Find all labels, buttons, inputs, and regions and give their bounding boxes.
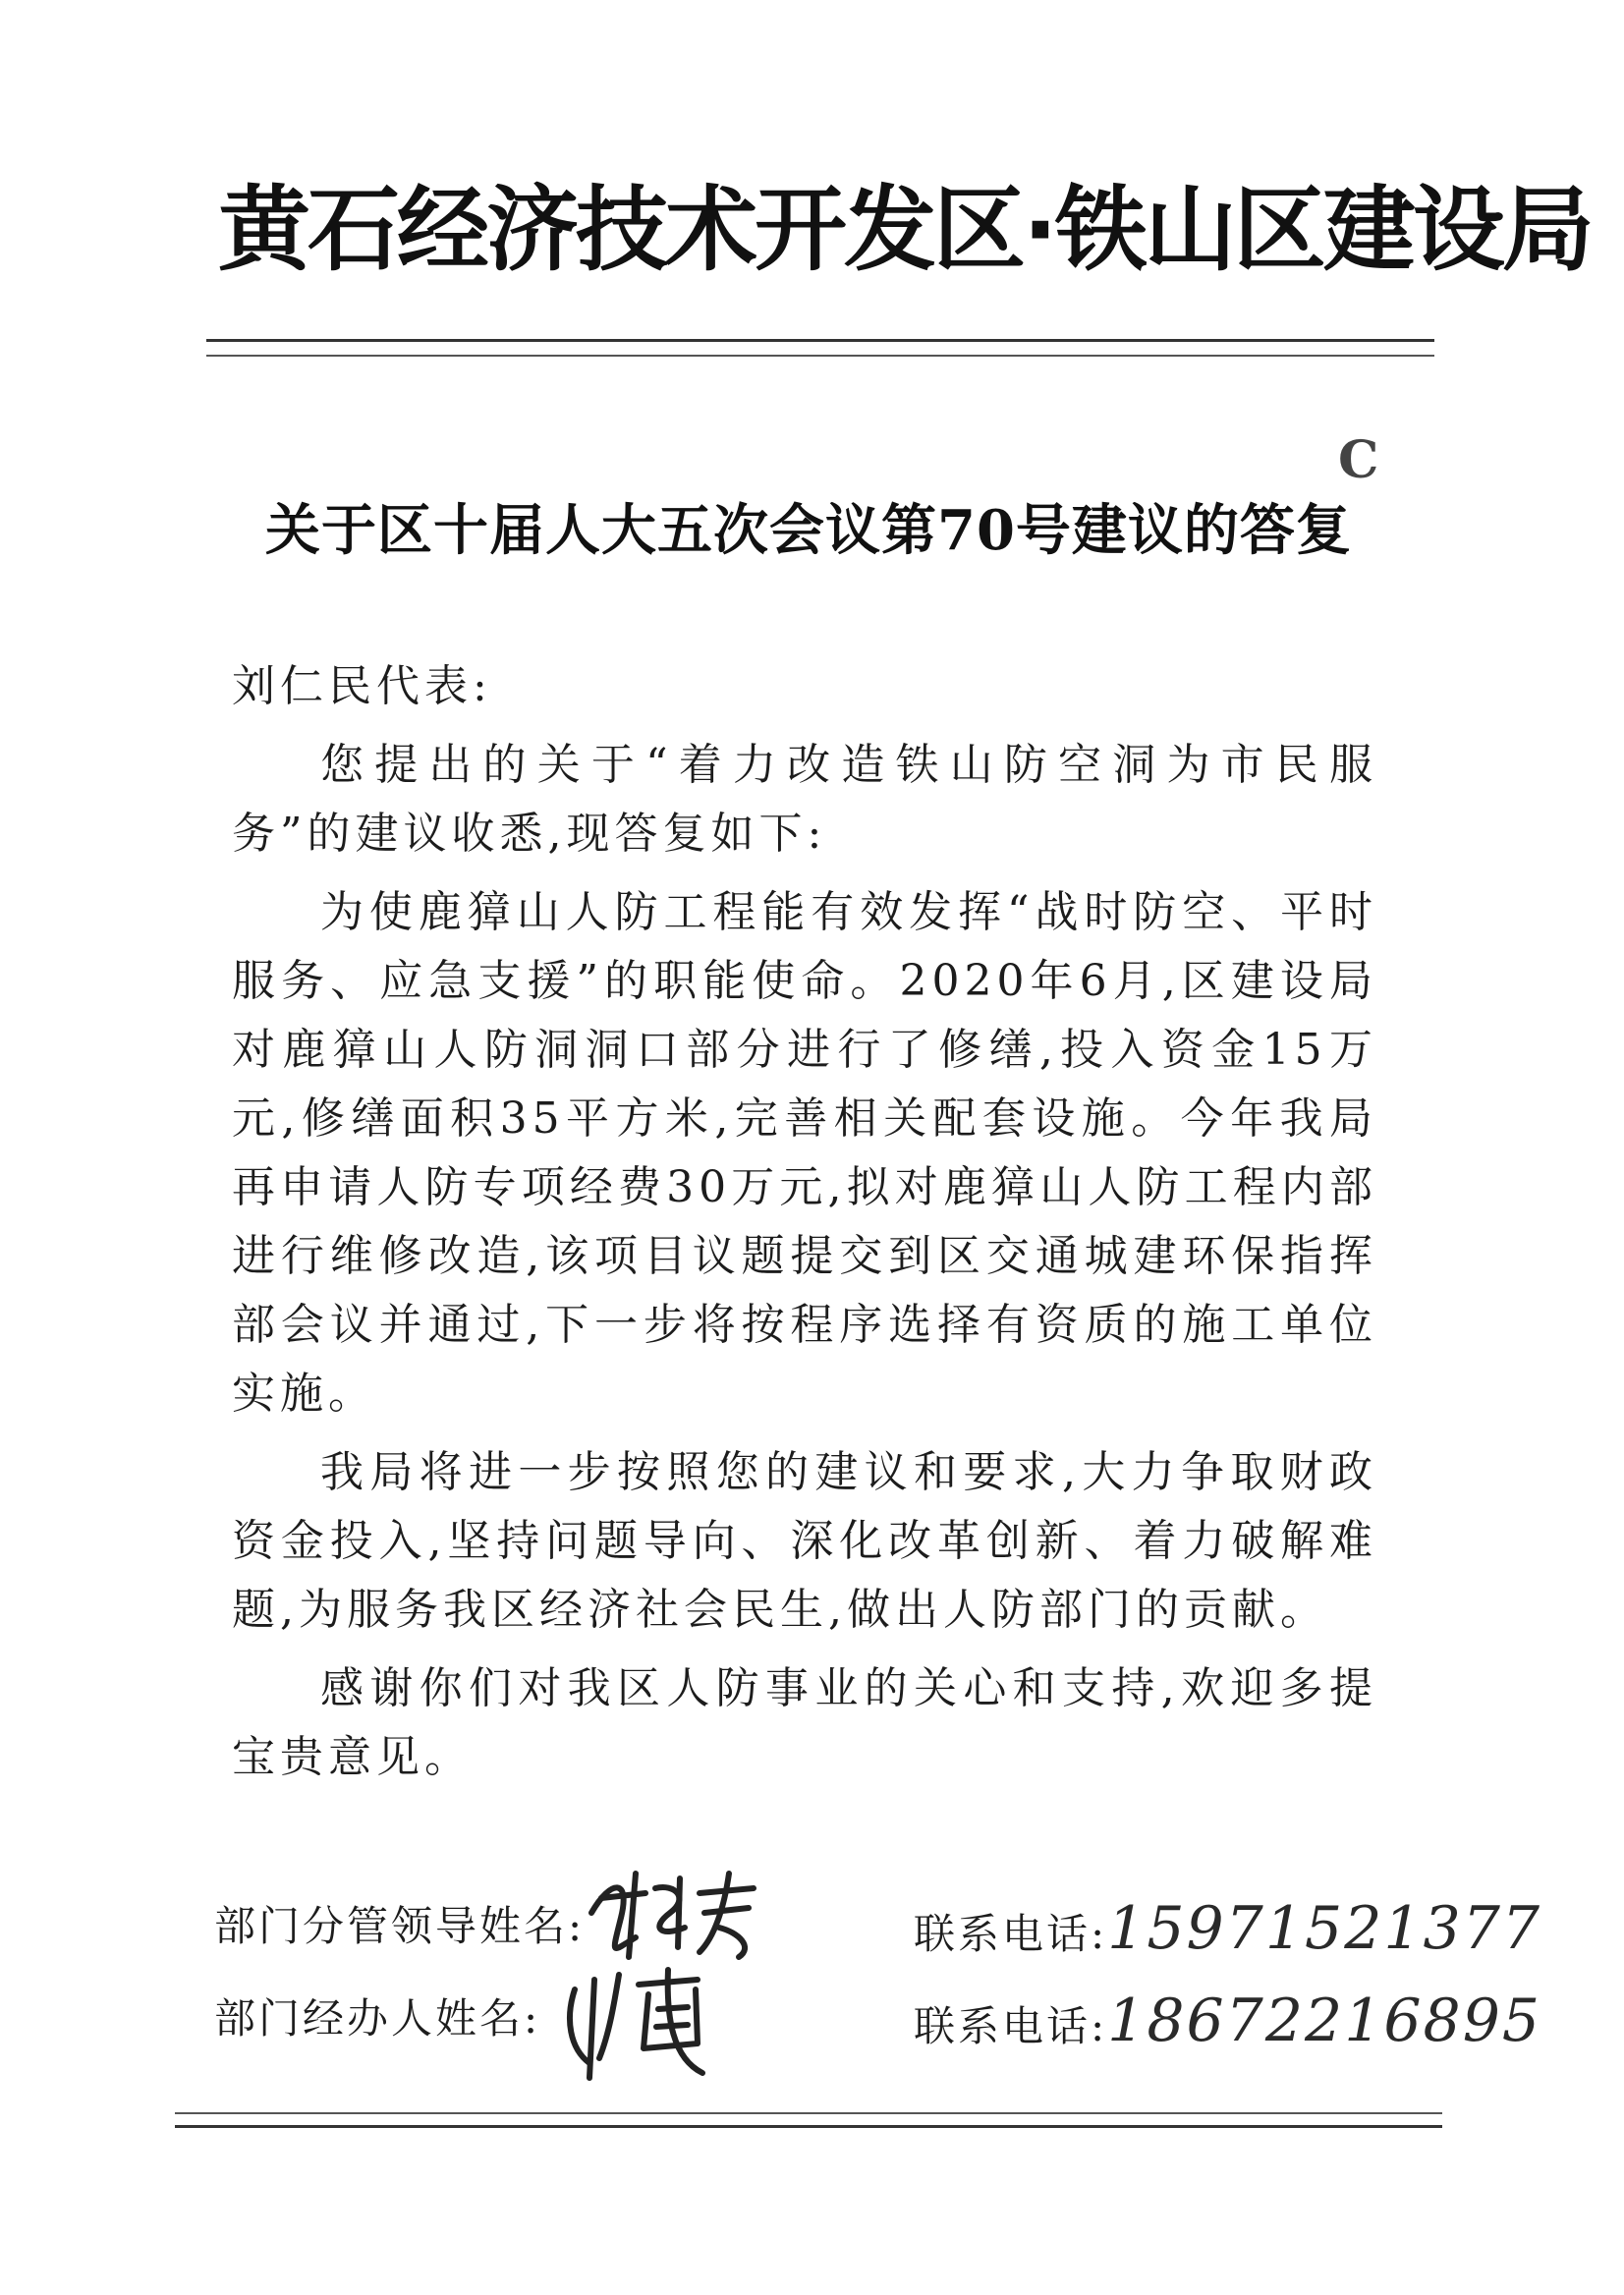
leader-phone-label: 联系电话: [914, 1910, 1108, 1958]
handler-name-label: 部门经办人姓名: [214, 1994, 541, 2043]
leader-name-label: 部门分管领导姓名: [214, 1902, 586, 1950]
leader-phone-value: 15971521377 [1107, 1894, 1542, 1963]
letterhead-rule-bottom [206, 355, 1434, 357]
letterhead-rule-top [206, 339, 1434, 342]
letterhead-title: 黄石经济技术开发区·铁山区建设局 [218, 177, 1592, 284]
leader-name-row [214, 1894, 585, 1953]
paragraph-1: 您提出的关于“着力改造铁山防空洞为市民服务”的建议收悉,现答复如下: [232, 740, 1377, 859]
paragraph-2: 为使鹿獐山人防工程能有效发挥“战时防空、平时服务、应急支援”的职能使命。2020年6月,区建设局对鹿獐山人防洞洞口部分进行了修缮,投入资金15万元,修缮面积35平方米,完善相关配套设施。今年我局再申请人防专项经费30万元,拟对鹿獐山人防工程内部进行维修改造,该项目议题提交到区交通城建环保指挥部会议并通过,下一步将按程序选择有资质的施工单位实施。 [232, 887, 1377, 1419]
paragraph-3: 我局将进一步按照您的建议和要求,大力争取财政资金投入,坚持问题导向、深化改革创新、着力破解难题,为服务我区经济社会民生,做出人防部门的贡献。 [232, 1447, 1377, 1635]
footer-rule-bottom [175, 2125, 1442, 2128]
handler-phone-row [914, 1987, 1541, 2055]
leader-phone-row [914, 1894, 1541, 1963]
handler-phone-value: 18672216895 [1107, 1987, 1542, 2055]
handler-signature [550, 1950, 727, 2088]
footer-rule-top [175, 2112, 1442, 2114]
handler-phone-label: 联系电话: [914, 2002, 1108, 2050]
document-title: 关于区十届人大五次会议第70号建议的答复 [265, 498, 1352, 563]
handler-name-row [214, 1987, 540, 2045]
salutation: 刘仁民代表: [232, 661, 492, 711]
corner-mark: C [1338, 430, 1379, 490]
paragraph-4: 感谢你们对我区人防事业的关心和支持,欢迎多提宝贵意见。 [232, 1663, 1377, 1782]
document-body [232, 652, 1377, 1802]
